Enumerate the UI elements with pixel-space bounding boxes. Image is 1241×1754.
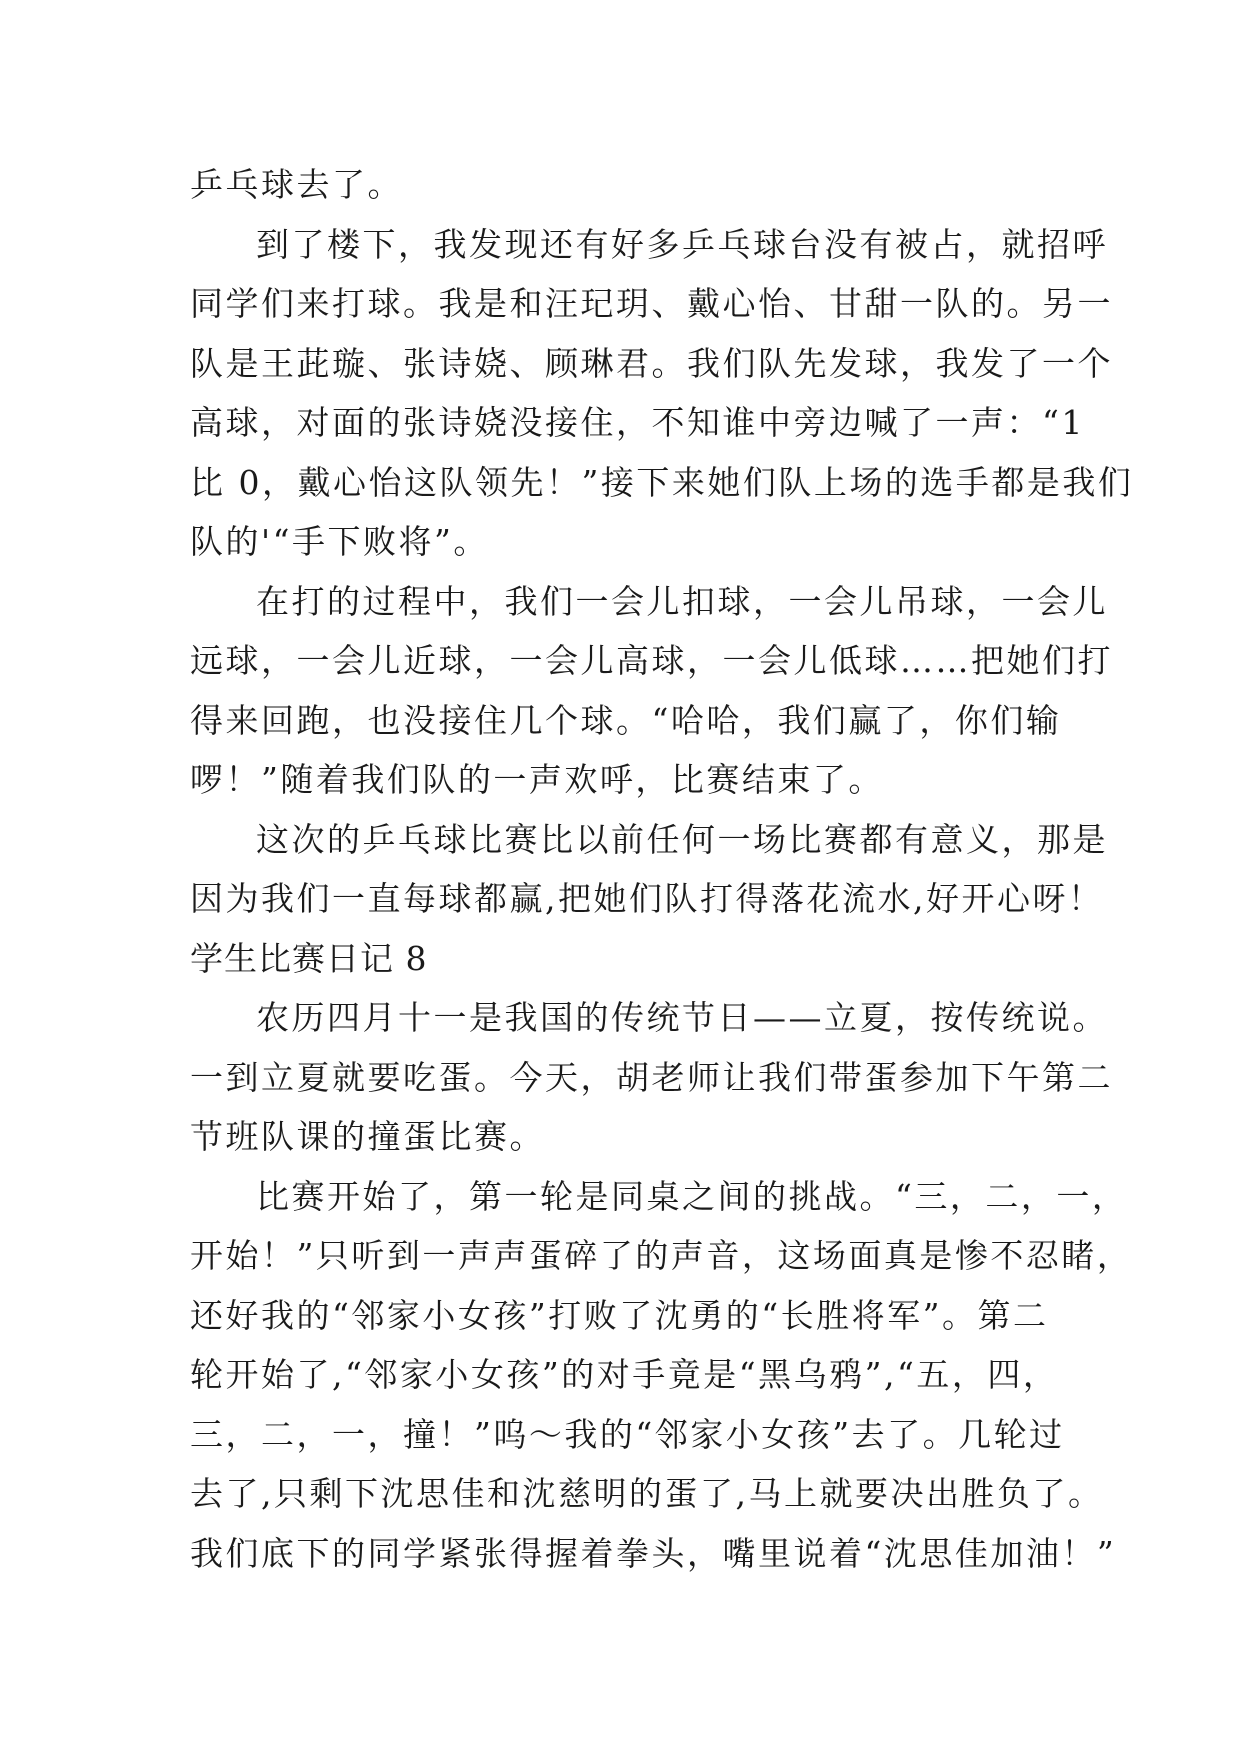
text-line: 队的'“手下败将”。: [190, 522, 489, 561]
text-line: 比 0，戴心怡这队领先！”接下来她们队上场的选手都是我们: [190, 462, 1134, 502]
text-line: 开始！”只听到一声声蛋碎了的声音，这场面真是惨不忍睹，: [190, 1236, 1133, 1275]
text-line: 高球，对面的张诗娆没接住，不知谁中旁边喊了一声：“1: [190, 403, 1085, 442]
text-line: 我们底下的同学紧张得握着拳头，嘴里说着“沈思佳加油！”: [190, 1533, 1117, 1573]
text-line: 队是王茈璇、张诗娆、顾琳君。我们队先发球，我发了一个: [190, 343, 1113, 383]
paragraph-first-line: 到了楼下，我发现还有好多乒乓球台没有被占，就招呼: [256, 224, 1108, 264]
section-heading: 学生比赛日记 8: [190, 938, 428, 978]
body-text: [190, 155, 1134, 1583]
text-line: 节班队课的撞蛋比赛。: [190, 1117, 545, 1156]
text-line: 远球，一会儿近球，一会儿高球，一会儿低球……把她们打: [190, 641, 1113, 680]
paragraph-first-line: 比赛开始了，第一轮是同桌之间的挑战。“三，二，一，: [256, 1176, 1128, 1216]
text-line: 同学们来打球。我是和汪玘玥、戴心怡、甘甜一队的。另一: [190, 284, 1113, 323]
text-line: 还好我的“邻家小女孩”打败了沈勇的“长胜将军”。第二: [190, 1295, 1049, 1335]
paragraph-first-line: 农历四月十一是我国的传统节日——立夏，按传统说。: [256, 998, 1108, 1037]
text-line: 三，二，一，撞！”呜～我的“邻家小女孩”去了。几轮过: [190, 1414, 1065, 1454]
paragraph-first-line: 在打的过程中，我们一会儿扣球，一会儿吊球，一会儿: [256, 581, 1108, 621]
text-line: 一到立夏就要吃蛋。今天，胡老师让我们带蛋参加下午第二: [190, 1057, 1113, 1097]
text-line: 因为我们一直每球都赢,把她们队打得落花流水,好开心呀！: [190, 879, 1104, 918]
text-line: 轮开始了,“邻家小女孩”的对手竟是“黑乌鸦”,“五，四，: [190, 1355, 1059, 1394]
text-line: 乒乓球去了。: [190, 165, 403, 204]
text-line: 去了,只剩下沈思佳和沈慈明的蛋了,马上就要决出胜负了。: [190, 1474, 1104, 1513]
text-line: 得来回跑，也没接住几个球。“哈哈，我们赢了，你们输: [190, 700, 1062, 740]
text-line: 啰！”随着我们队的一声欢呼，比赛结束了。: [190, 760, 884, 799]
paragraph-first-line: 这次的乒乓球比赛比以前任何一场比赛都有意义，那是: [256, 819, 1108, 859]
